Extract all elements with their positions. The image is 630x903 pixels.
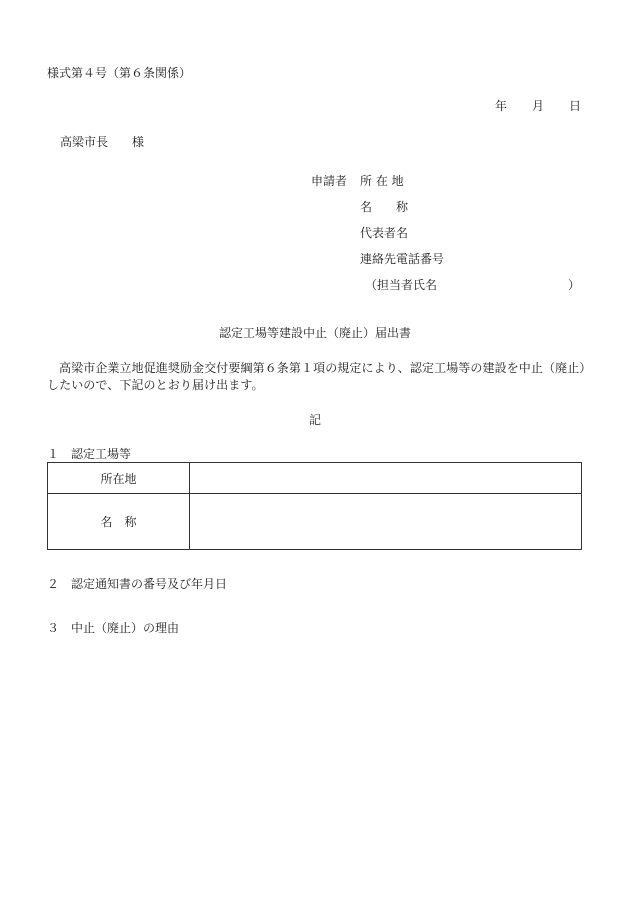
- section-1-number: １: [47, 447, 60, 461]
- table-row: [48, 494, 582, 550]
- applicant-contact-label: （担当者氏名: [365, 278, 438, 292]
- addressee: [60, 135, 144, 149]
- applicant-address-label: 所 在 地: [360, 174, 404, 188]
- applicant-phone-label: 連絡先電話番号: [360, 252, 445, 266]
- table-name-value[interactable]: [190, 494, 582, 550]
- section-2-number: ２: [47, 577, 60, 591]
- document-title: 認定工場等建設中止（廃止）届出書: [218, 326, 411, 340]
- ki-heading: 記: [308, 413, 321, 427]
- section-2-label: 認定通知書の番号及び年月日: [71, 577, 228, 591]
- applicant-name-label: 名 称: [360, 200, 409, 214]
- section-1: [47, 447, 131, 461]
- table-location-value[interactable]: [190, 463, 582, 494]
- addressee-honorific: 様: [132, 135, 145, 149]
- date-month: 月: [531, 99, 544, 113]
- section-2: [47, 577, 227, 591]
- body-text: 高梁市企業立地促進奨励金交付要綱第６条第１項の規定により、認定工場等の建設を中止（廃止）したいので、下記のとおり届け出ます。: [47, 361, 586, 392]
- section-3: [47, 621, 179, 635]
- section-3-number: ３: [47, 621, 60, 635]
- applicant-contact-close: ）: [568, 278, 581, 292]
- date-year: 年: [495, 99, 508, 113]
- applicant-representative-label: 代表者名: [360, 226, 409, 240]
- date-line: [495, 99, 581, 113]
- section-1-label: 認定工場等: [71, 447, 132, 461]
- facility-table: [47, 462, 582, 550]
- table-row: [48, 463, 582, 494]
- table-name-label: 名 称: [48, 494, 190, 550]
- form-number: 様式第４号（第６条関係）: [47, 66, 192, 80]
- section-3-label: 中止（廃止）の理由: [71, 621, 180, 635]
- applicant-label: 申請者: [311, 174, 348, 188]
- addressee-name: 高梁市長: [60, 135, 109, 149]
- table-location-label: 所在地: [48, 463, 190, 494]
- date-day: 日: [568, 99, 581, 113]
